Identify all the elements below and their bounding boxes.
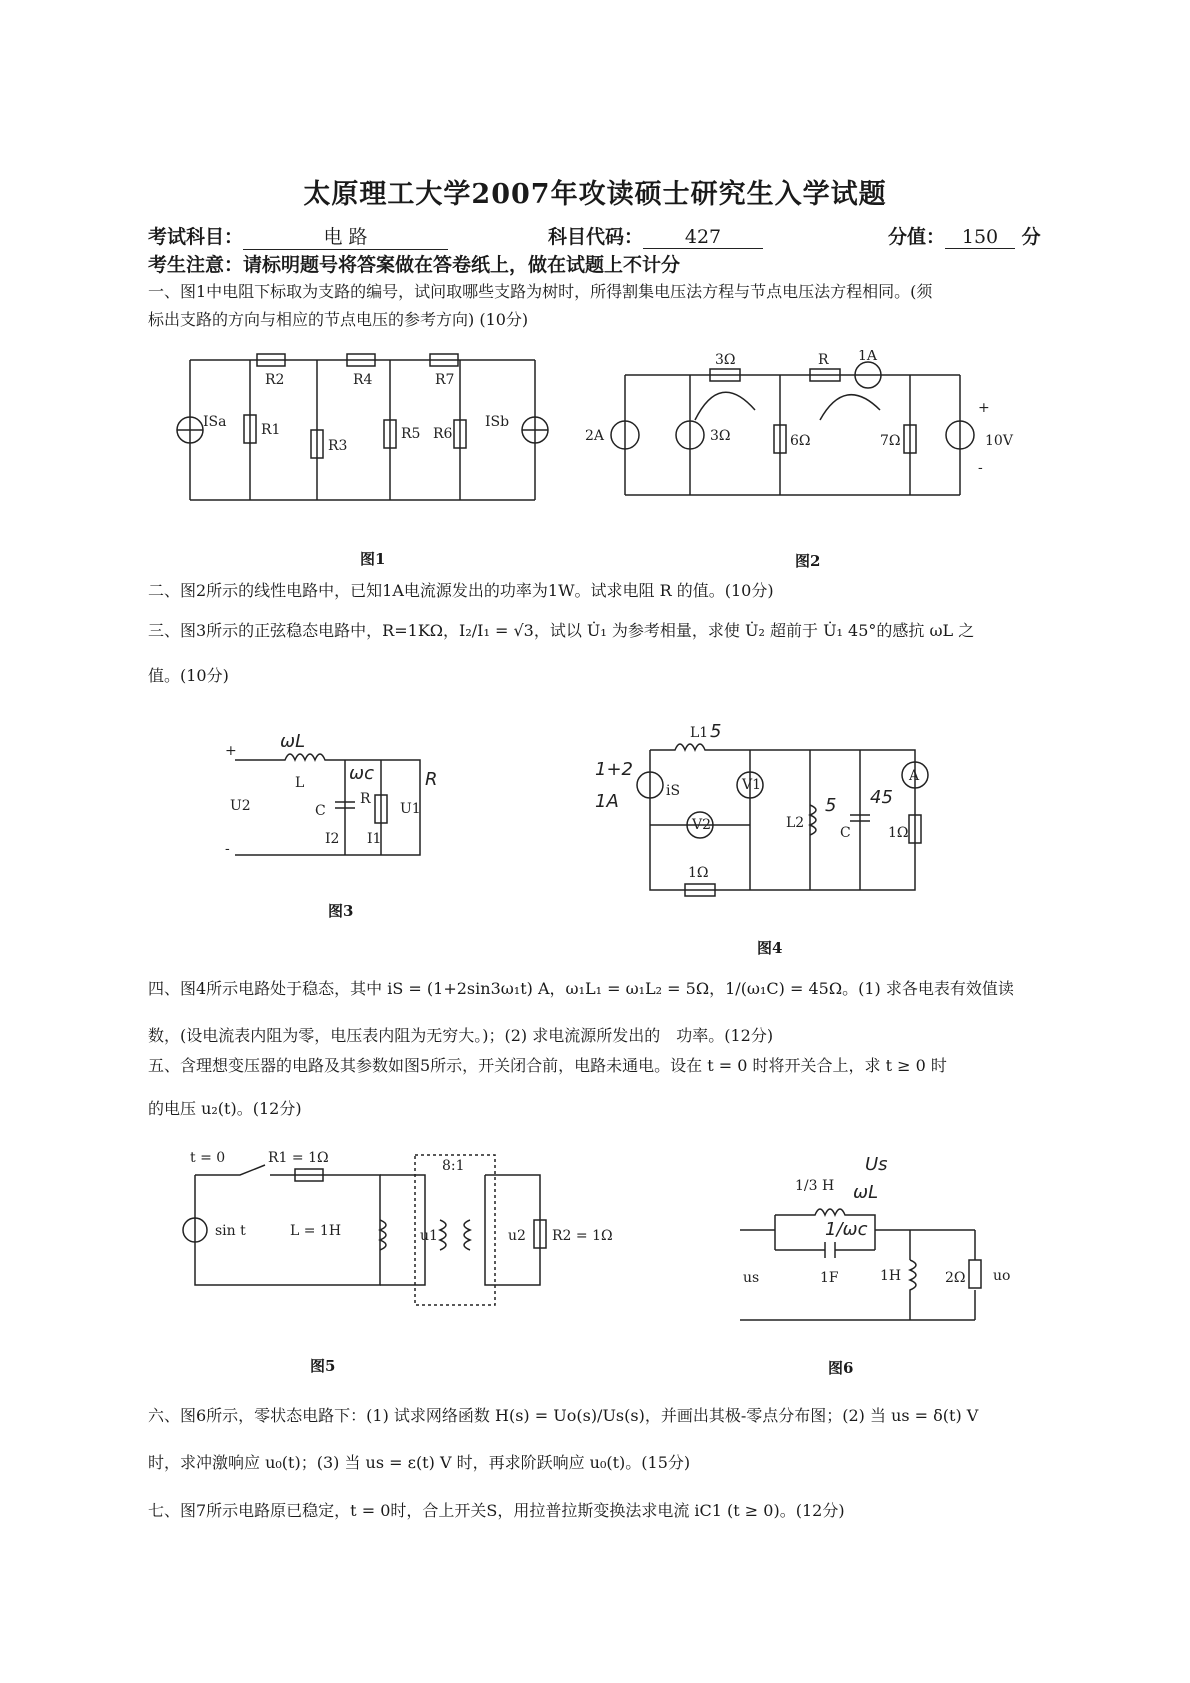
label-r6: R6 xyxy=(433,426,453,442)
label-10v: 10V xyxy=(985,433,1013,449)
label-isb: ISb xyxy=(485,414,510,430)
label-source: sin t xyxy=(215,1223,246,1239)
label-r: R xyxy=(360,791,371,807)
score-field xyxy=(888,222,1041,249)
label-2a: 2A xyxy=(585,428,605,444)
question-6-line-2: 时，求冲激响应 u₀(t)；(3) 当 us = ε(t) V 时，再求阶跃响应 u₀(t)。(15分) xyxy=(148,1453,691,1472)
label-plus: + xyxy=(225,743,237,759)
handwritten-wl: ωL xyxy=(853,1182,879,1203)
handwritten-5-l2: 5 xyxy=(825,795,837,816)
label-l2: L2 xyxy=(786,815,805,831)
score-label: 分值： xyxy=(888,226,946,248)
handwritten-1plus2: 1+2 xyxy=(595,759,633,780)
label-u1: u1 xyxy=(420,1228,438,1244)
label-t0: t = 0 xyxy=(190,1150,226,1166)
label-2ohm: 2Ω xyxy=(945,1270,966,1286)
label-r2: R2 = 1Ω xyxy=(552,1228,613,1244)
label-r: R xyxy=(818,352,829,368)
question-5-line-1: 五、含理想变压器的电路及其参数如图5所示，开关闭合前，电路未通电。设在 t = 0 时将开关合上，求 t ≥ 0 时 xyxy=(148,1056,947,1075)
label-u2: U2 xyxy=(230,798,251,814)
figure-5-caption: 图5 xyxy=(310,1357,336,1375)
figure-1-circuit xyxy=(165,350,550,520)
figure-2-caption: 图2 xyxy=(795,552,821,570)
label-l: L xyxy=(295,775,305,791)
notice: 考生注意：请标明题号将答案做在答卷纸上，做在试题上不计分 xyxy=(148,254,681,276)
label-minus: - xyxy=(978,460,983,476)
label-c: C xyxy=(840,825,851,841)
figure-2-circuit xyxy=(580,350,1030,520)
label-uo: uo xyxy=(993,1268,1011,1284)
label-v1: V1 xyxy=(742,777,762,793)
label-r1: R1 xyxy=(261,422,281,438)
subject-field xyxy=(148,222,448,250)
code-value: 427 xyxy=(643,226,763,249)
label-1f: 1F xyxy=(820,1270,839,1286)
handwritten-5-l1: 5 xyxy=(710,721,722,742)
label-1h: 1H xyxy=(880,1268,902,1284)
code-label: 科目代码： xyxy=(548,226,644,248)
label-r1: R1 = 1Ω xyxy=(268,1150,329,1166)
handwritten-r: R xyxy=(425,769,438,790)
figure-6-caption: 图6 xyxy=(828,1359,854,1377)
code-field xyxy=(548,222,763,249)
label-u2: u2 xyxy=(508,1228,526,1244)
question-3-line-2: 值。(10分) xyxy=(148,666,229,685)
label-1-3h: 1/3 H xyxy=(795,1178,835,1194)
handwritten-1-wc: 1/ωc xyxy=(825,1219,868,1240)
label-plus: + xyxy=(978,400,990,416)
label-r5: R5 xyxy=(401,426,421,442)
question-5-line-2: 的电压 u₂(t)。(12分) xyxy=(148,1099,302,1118)
score-unit: 分 xyxy=(1021,226,1041,248)
label-3ohm-top: 3Ω xyxy=(715,352,736,368)
figure-3-circuit xyxy=(225,725,465,865)
label-minus: - xyxy=(225,841,230,857)
label-6ohm: 6Ω xyxy=(790,433,811,449)
question-1-line-1: 一、图1中电阻下标取为支路的编号，试问取哪些支路为树时，所得割集电压法方程与节点电压法方程相同。(须 xyxy=(148,282,933,301)
handwritten-1a: 1A xyxy=(595,791,619,812)
label-7ohm: 7Ω xyxy=(880,433,901,449)
handwritten-45: 45 xyxy=(870,787,893,808)
label-ratio: 8:1 xyxy=(442,1158,465,1174)
label-r7: R7 xyxy=(435,372,455,388)
label-1a: 1A xyxy=(858,350,878,364)
label-us: us xyxy=(743,1270,760,1286)
figure-1-caption: 图1 xyxy=(360,550,386,568)
question-3-line-1: 三、图3所示的正弦稳态电路中，R=1KΩ，I₂/I₁ = √3，试以 U̇₁ 为参考相量，求使 U̇₂ 超前于 U̇₁ 45°的感抗 ωL 之 xyxy=(148,621,975,640)
label-u1: U1 xyxy=(400,801,421,817)
label-l: L = 1H xyxy=(290,1223,342,1239)
figure-3-caption: 图3 xyxy=(328,902,354,920)
question-6-line-1: 六、图6所示，零状态电路下：(1) 试求网络函数 H(s) = Uo(s)/Us(s)，并画出其极-零点分布图；(2) 当 us = δ(t) V xyxy=(148,1406,979,1425)
handwritten-us: Us xyxy=(865,1154,888,1175)
label-a: A xyxy=(909,768,920,784)
subject-label: 考试科目： xyxy=(148,226,244,248)
question-1-line-2: 标出支路的方向与相应的节点电压的参考方向) (10分) xyxy=(148,310,529,329)
handwritten-wl: ωL xyxy=(280,731,306,752)
label-r3: R3 xyxy=(328,438,348,454)
label-is: iS xyxy=(666,783,681,799)
score-value: 150 xyxy=(945,226,1015,249)
handwritten-wc: ωc xyxy=(349,763,374,784)
label-i2: I2 xyxy=(325,831,340,847)
exam-title: 太原理工大学2007年攻读硕士研究生入学试题 xyxy=(303,179,887,210)
label-3ohm: 3Ω xyxy=(710,428,731,444)
label-1ohm-right: 1Ω xyxy=(888,825,909,841)
label-1ohm-bottom: 1Ω xyxy=(688,865,709,881)
label-r2: R2 xyxy=(265,372,285,388)
question-2: 二、图2所示的线性电路中，已知1A电流源发出的功率为1W。试求电阻 R 的值。(10分) xyxy=(148,581,774,600)
subject-value: 电 路 xyxy=(243,222,448,250)
label-i1: I1 xyxy=(367,831,382,847)
label-c: C xyxy=(315,803,326,819)
figure-4-circuit xyxy=(590,715,950,905)
label-r4: R4 xyxy=(353,372,373,388)
label-v2: V2 xyxy=(692,817,712,833)
label-isa: ISa xyxy=(203,414,227,430)
figure-5-circuit xyxy=(180,1150,630,1320)
question-7: 七、图7所示电路原已稳定，t = 0时，合上开关S，用拉普拉斯变换法求电流 iC1 (t ≥ 0)。(12分) xyxy=(148,1501,845,1520)
figure-6-circuit xyxy=(725,1150,1085,1330)
question-4-line-2: 数，(设电流表内阻为零，电压表内阻为无穷大。)；(2) 求电流源所发出的 功率。(12分) xyxy=(148,1026,774,1045)
label-l1: L1 xyxy=(690,725,709,741)
question-4-line-1: 四、图4所示电路处于稳态，其中 iS = (1+2sin3ω₁t) A，ω₁L₁ = ω₁L₂ = 5Ω，1/(ω₁C) = 45Ω。(1) 求各电表有效值读 xyxy=(148,979,1014,998)
figure-4-caption: 图4 xyxy=(757,939,783,957)
